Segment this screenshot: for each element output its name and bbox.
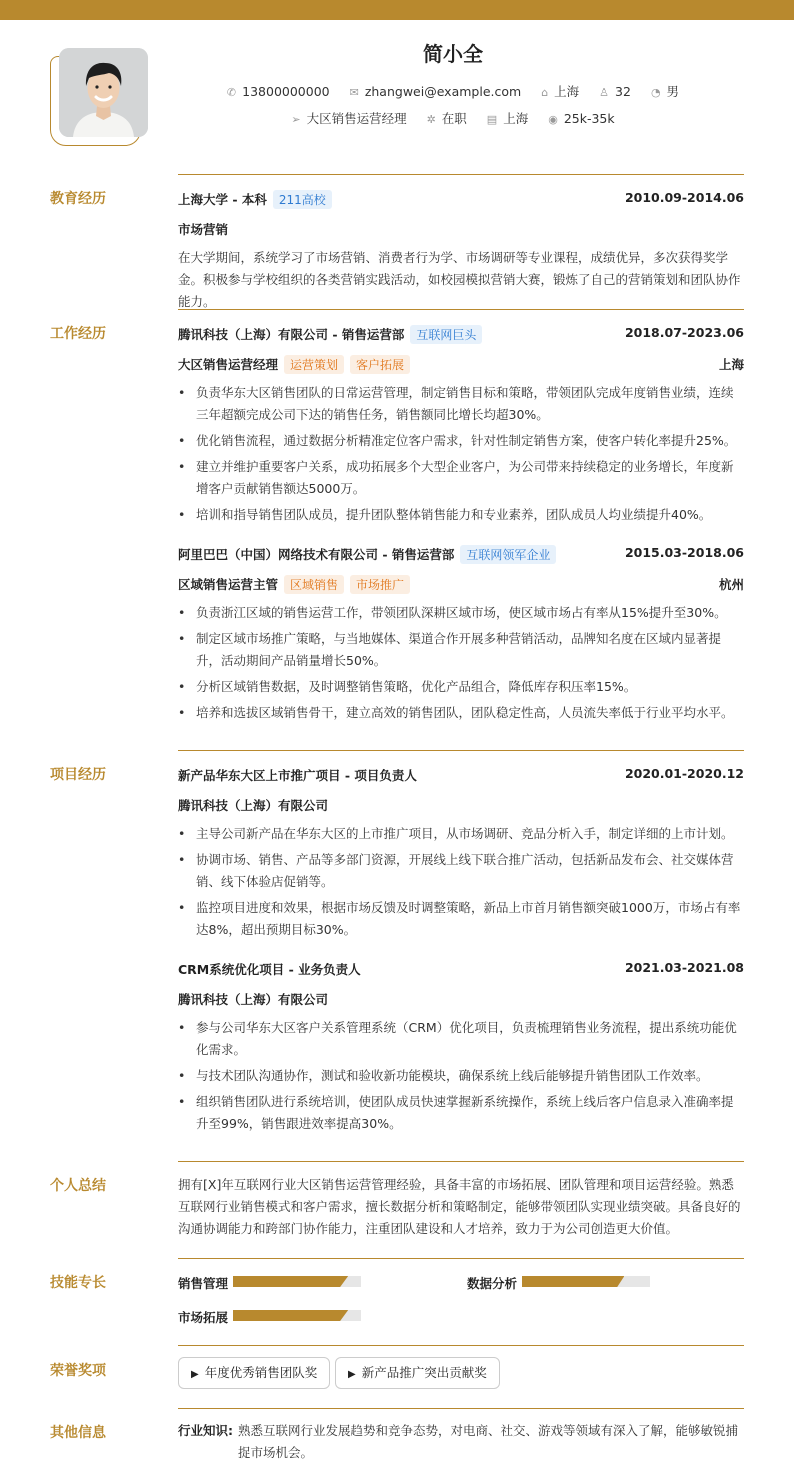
list-item: • 优化销售流程，通过数据分析精准定位客户需求，针对性制定销售方案，使客户转化率提升25%。 [178, 433, 737, 448]
skill-name: 销售管理 [178, 1276, 229, 1291]
skill-tag: 运营策划 [284, 355, 344, 374]
gender-icon: ◔ [650, 86, 661, 99]
project-company: 腾讯科技（上海）有限公司 [178, 992, 329, 1007]
list-item: • 培养和选拔区域销售骨干，建立高效的销售团队，团队稳定性高，人员流失率低于行业平均水平。 [178, 705, 734, 720]
divider [178, 750, 744, 751]
gender-text: 男 [666, 84, 680, 99]
education-period: 2010.09-2014.06 [624, 190, 744, 205]
list-item: • 分析区域销售数据，及时调整销售策略，优化产品组合，降低库存积压率15%。 [178, 679, 637, 694]
email-item [350, 84, 522, 99]
status-item [427, 109, 467, 127]
other-info-label: 行业知识: [178, 1423, 233, 1438]
play-icon: ▶ [348, 1369, 356, 1380]
candidate-name: 简小全 [423, 42, 483, 66]
home-icon: ⌂ [541, 86, 549, 99]
section-title-awards: 荣誉奖项 [50, 1363, 106, 1379]
location-item [541, 82, 579, 100]
divider [178, 1345, 744, 1346]
salary-text: 25k-35k [563, 111, 615, 126]
phone-text: 13800000000 [242, 84, 330, 99]
skill-name: 数据分析 [467, 1276, 518, 1291]
work-period: 2018.07-2023.06 [624, 325, 744, 340]
mail-icon: ✉ [349, 86, 359, 99]
target-position-item [291, 109, 406, 127]
play-icon: ▶ [191, 1369, 199, 1380]
company-name: 阿里巴巴（中国）网络技术有限公司 - 销售运营部 [178, 547, 455, 562]
company-name: 腾讯科技（上海）有限公司 - 销售运营部 [178, 327, 405, 342]
education-desc: 在大学期间，系统学习了市场营销、消费者行为学、市场调研等专业课程，成绩优异，多次获得奖学金。积极参与学校组织的各类营销实践活动，如校园模拟营销大赛，锻炼了自己的营销策划和团队协作能力。 [178, 250, 741, 309]
gender-item [651, 82, 679, 100]
company-tag: 互联网领军企业 [460, 545, 556, 564]
age-icon: ♙ [599, 86, 610, 99]
job-intent-row [0, 109, 794, 127]
list-item: • 监控项目进度和效果，根据市场反馈及时调整策略，新品上市首月销售额突破1000万，市场占有率达8%，超出预期目标30%。 [178, 900, 741, 937]
major: 市场营销 [178, 222, 229, 237]
target-city-item [487, 109, 528, 127]
list-item: • 建立并维护重要客户关系，成功拓展多个大型企业客户，为公司带来持续稳定的业务增长，年度新增客户贡献销售额达5000万。 [178, 459, 734, 496]
summary-text: 拥有[X]年互联网行业大区销售运营管理经验，具备丰富的市场拓展、团队管理和项目运营经验。熟悉互联网行业销售模式和客户需求，擅长数据分析和策略制定，能够带领团队实现业绩突破。具备良好的沟通协调能力和跨部门协作能力，注重团队建设和人才培养，致力于为公司创造更大价值。 [178, 1177, 741, 1236]
salary-icon: ◉ [548, 113, 558, 126]
section-title-skills: 技能专长 [50, 1275, 106, 1291]
list-item: • 负责华东大区销售团队的日常运营管理，制定销售目标和策略，带领团队完成年度销售业绩，连续三年超额完成公司下达的销售任务，销售额同比增长均超30%。 [178, 385, 734, 422]
list-item: • 主导公司新产品在华东大区的上市推广项目，从市场调研、竞品分析入手，制定详细的上市计划。 [178, 826, 734, 841]
building-icon: ▤ [486, 113, 498, 126]
divider [178, 309, 744, 310]
contact-row [0, 82, 794, 100]
work-period: 2015.03-2018.06 [624, 545, 744, 560]
skill-bar-fill [522, 1276, 624, 1287]
skill-bar-fill [233, 1310, 348, 1321]
school-name: 上海大学 - 本科 [178, 192, 267, 207]
school-tag: 211高校 [273, 190, 332, 209]
section-title-work: 工作经历 [50, 326, 106, 342]
section-title-summary: 个人总结 [50, 1178, 106, 1194]
job-title: 区域销售运营主管 [178, 577, 279, 592]
list-item: • 协调市场、销售、产品等多部门资源，开展线上线下联合推广活动，包括新品发布会、社交媒体营销、线下体验店促销等。 [178, 852, 734, 889]
section-title-education: 教育经历 [50, 191, 106, 207]
target-city-text: 上海 [503, 111, 529, 126]
avatar-frame [50, 56, 141, 146]
phone-item [227, 84, 330, 99]
send-icon: ➢ [291, 113, 301, 126]
skill-name: 市场拓展 [178, 1310, 229, 1325]
list-item: • 培训和指导销售团队成员，提升团队整体销售能力和专业素养，团队成员人均业绩提升40%。 [178, 507, 712, 522]
award-chip: ▶ 新产品推广突出贡献奖 [335, 1357, 500, 1389]
other-info-text: 熟悉互联网行业发展趋势和竞争态势，对电商、社交、游戏等领域有深入了解，能够敏锐捕捉市场机会。 [238, 1423, 739, 1460]
list-item: • 参与公司华东大区客户关系管理系统（CRM）优化项目，负责梳理销售业务流程，提出系统功能优化需求。 [178, 1020, 737, 1057]
project-period: 2020.01-2020.12 [624, 766, 744, 781]
project-name: 新产品华东大区上市推广项目 - 项目负责人 [178, 768, 417, 783]
list-item: • 制定区域市场推广策略，与当地媒体、渠道合作开展多种营销活动，品牌知名度在区域内显著提升，活动期间产品销量增长50%。 [178, 631, 722, 668]
skill-tag: 客户拓展 [350, 355, 410, 374]
age-item [599, 84, 631, 99]
skill-bar [233, 1310, 361, 1321]
list-item: • 与技术团队沟通协作，测试和验收新功能模块，确保系统上线后能够提升销售团队工作效率。 [178, 1068, 709, 1083]
skill-bar-fill [233, 1276, 348, 1287]
skill-bar [522, 1276, 650, 1287]
work-city: 杭州 [718, 577, 744, 592]
project-name: CRM系统优化项目 - 业务负责人 [178, 962, 361, 977]
top-accent-bar [0, 0, 794, 20]
list-item: • 组织销售团队进行系统培训，使团队成员快速掌握新系统操作，系统上线后客户信息录入准确率提升至99%，销售跟进效率提高30%。 [178, 1094, 734, 1131]
other-info [178, 1420, 744, 1464]
divider [178, 1161, 744, 1162]
phone-icon: ✆ [226, 86, 237, 99]
target-position-text: 大区销售运营经理 [306, 111, 407, 126]
project-period: 2021.03-2021.08 [624, 960, 744, 975]
divider [178, 1258, 744, 1259]
award-chip: ▶ 年度优秀销售团队奖 [178, 1357, 330, 1389]
skill-tag: 区域销售 [284, 575, 344, 594]
status-text: 在职 [441, 111, 467, 126]
divider [178, 1408, 744, 1409]
email-text: zhangwei@example.com [364, 84, 522, 99]
age-text: 32 [615, 84, 631, 99]
divider [178, 174, 744, 175]
section-title-other: 其他信息 [50, 1425, 106, 1441]
job-title: 大区销售运营经理 [178, 357, 279, 372]
location-text: 上海 [554, 84, 580, 99]
skill-tag: 市场推广 [350, 575, 410, 594]
status-icon: ✲ [426, 113, 436, 126]
section-title-project: 项目经历 [50, 767, 106, 783]
list-item: • 负责浙江区域的销售运营工作，带领团队深耕区域市场，使区域市场占有率从15%提升至30%。 [178, 605, 727, 620]
company-tag: 互联网巨头 [410, 325, 482, 344]
salary-item [548, 111, 614, 126]
skill-bar [233, 1276, 361, 1287]
work-city: 上海 [718, 357, 744, 372]
project-company: 腾讯科技（上海）有限公司 [178, 798, 329, 813]
